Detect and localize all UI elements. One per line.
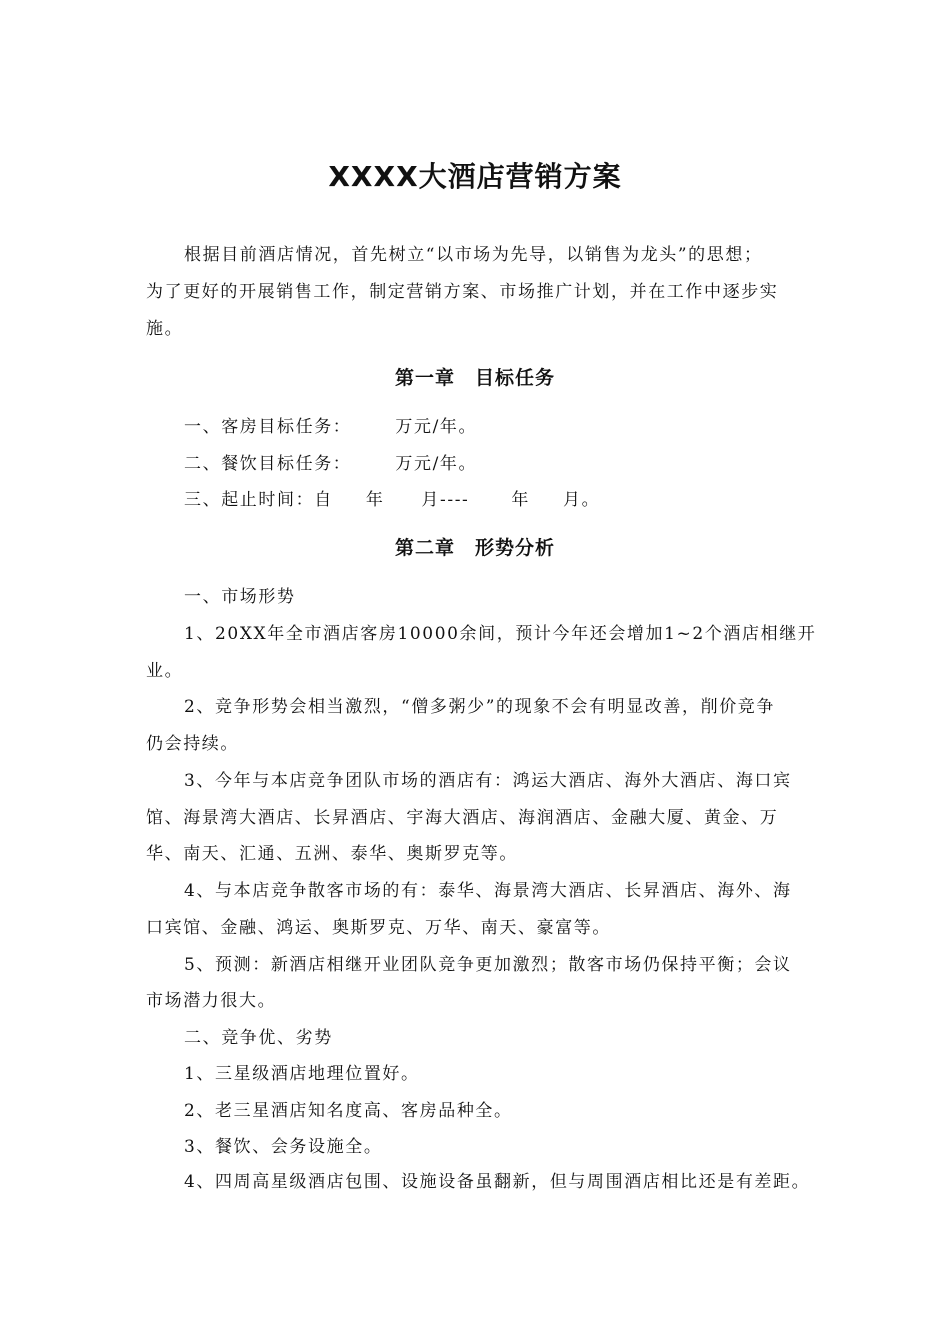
period-label: 三、起止时间：自 [184,490,333,510]
target-rooms [184,413,477,441]
period-year-2: 年 [511,490,531,510]
market-line-9: 口宾馆、金融、鸿运、奥斯罗克、万华、南天、豪富等。 [146,918,611,938]
period-month-2: 月。 [563,490,601,510]
market-line-8: 4、与本店竞争散客市场的有：泰华、海景湾大酒店、长昇酒店、海外、海 [184,881,792,901]
market-line-5: 3、今年与本店竞争团队市场的酒店有：鸿运大酒店、海外大酒店、海口宾 [184,771,792,791]
target-catering-label: 二、餐饮目标任务： [184,454,352,474]
market-line-2: 业。 [146,661,184,681]
document-title: XXXX大酒店营销方案 [328,160,622,193]
target-catering-value: 万元/年。 [395,454,478,474]
chapter-1-heading: 第一章 目标任务 [394,367,555,389]
intro-line-3: 施。 [146,319,184,339]
period-year-1: 年 [365,490,385,510]
target-rooms-value: 万元/年。 [395,417,478,437]
market-line-7: 华、南天、汇通、五洲、泰华、奥斯罗克等。 [146,844,518,864]
period-month-1: 月---- [421,490,470,510]
competition-item-3: 3、餐饮、会务设施全。 [184,1137,383,1157]
competition-item-1: 1、三星级酒店地理位置好。 [184,1064,420,1084]
market-line-10: 5、预测：新酒店相继开业团队竞争更加激烈；散客市场仍保持平衡；会议 [184,955,792,975]
intro-line-1: 根据目前酒店情况，首先树立“以市场为先导，以销售为龙头”的思想； [184,245,763,265]
section-competition-title: 二、竞争优、劣势 [184,1028,333,1048]
competition-item-4: 4、四周高星级酒店包围、设施设备虽翻新，但与周围酒店相比还是有差距。 [184,1172,811,1192]
market-line-11: 市场潜力很大。 [146,991,277,1011]
section-market-title: 一、市场形势 [184,587,296,607]
competition-item-2: 2、老三星酒店知名度高、客房品种全。 [184,1101,513,1121]
market-line-6: 馆、海景湾大酒店、长昇酒店、宇海大酒店、海润酒店、金融大厦、黄金、万 [146,808,779,828]
intro-line-2: 为了更好的开展销售工作，制定营销方案、市场推广计划，并在工作中逐步实 [146,282,779,302]
market-line-4: 仍会持续。 [146,734,239,754]
chapter-2-heading: 第二章 形势分析 [394,537,555,559]
target-catering [184,450,477,478]
market-line-3: 2、竞争形势会相当激烈，“僧多粥少”的现象不会有明显改善，削价竞争 [184,697,775,717]
target-period [184,486,600,514]
target-rooms-label: 一、客房目标任务： [184,417,352,437]
market-line-1: 1、20XX年全市酒店客房10000余间，预计今年还会增加1~2个酒店相继开 [184,624,817,644]
